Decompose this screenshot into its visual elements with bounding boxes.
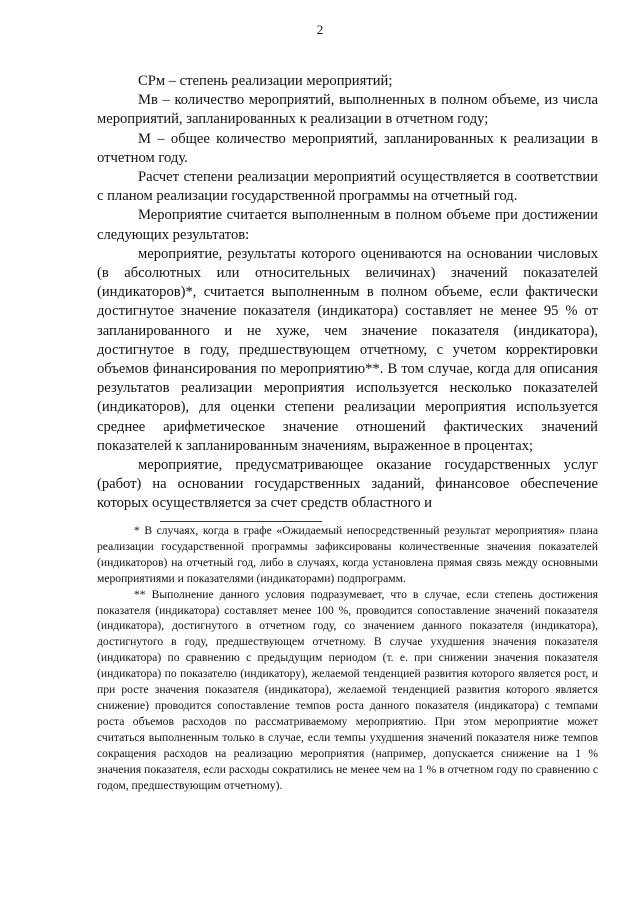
footnote-single-asterisk: * В случаях, когда в графе «Ожидаемый непосредственный результат мероприятия» плана реализации государственной программы зафиксированы количественные значения показателей (индикаторов) на отчетный год, либо в случаях, когда установлена прямая связь между основными мероприятиями и показателями (индикаторами) подпрограмм. bbox=[97, 524, 598, 585]
document-body bbox=[97, 72, 598, 514]
definition-m: М – общее количество мероприятий, запланированных к реализации в отчетном году. bbox=[97, 130, 598, 166]
footnote-double-asterisk: ** Выполнение данного условия подразумевает, что в случае, если степень достижения показателя (индикатора) составляет менее 100 %, проводится сопоставление значений показателя (индикатора), достигнутого в отчетном году, со значением данного показателя (индикатора), достигнутого в году, предшествующем отчетному. В случае ухудшения значения показателя (индикатора) по сравнению с предыдущим периодом (т. е. при снижении значения показателя (индикатора) по показателю (индикатору), желаемой тенденцией развития которого является рост, и при росте значения показателя (индикатора), желаемой тенденцией развития которого является снижение) проводится сопоставление темпов роста данного показателя (индикатора) с темпами роста объемов расходов по рассматриваемому мероприятию. При этом мероприятие может считаться выполненным только в случае, если темпы ухудшения значений показателя ниже темпов сокращения расходов на реализацию мероприятия (например, допускается снижение на 1 % значения показателя, если расходы сократились не менее чем на 1 % в отчетном году по сравнению с годом, предшествующим отчетному). bbox=[97, 587, 598, 792]
paragraph-state-services: мероприятие, предусматривающее оказание государственных услуг (работ) на основании государственных заданий, финансовое обеспечение которых осуществляется за счет средств областного и bbox=[97, 457, 598, 512]
footnotes bbox=[97, 523, 598, 793]
definition-srm: СРм – степень реализации мероприятий; bbox=[138, 73, 393, 89]
page-number: 2 bbox=[316, 22, 324, 37]
paragraph-criteria-intro: Мероприятие считается выполненным в полном объеме при достижении следующих результатов: bbox=[97, 207, 598, 243]
paragraph-numeric-results: мероприятие, результаты которого оцениваются на основании числовых (в абсолютных или относительных величинах) значений показателей (индикаторов)*, считается выполненным в полном объеме, если фактически достигнутое значение показателя (индикатора) составляет не менее 95 % от запланированного и не хуже, чем значение показателя (индикатора), достигнутое в году, предшествующем отчетному, с учетом корректировки объемов финансирования по мероприятию**. В том случае, когда для описания результатов реализации мероприятия используется несколько показателей (индикаторов), для оценки степени реализации мероприятия используется среднее арифметическое значение отношений фактических значений показателей к запланированным значениям, выраженное в процентах; bbox=[97, 245, 598, 454]
footnote-divider bbox=[160, 521, 322, 522]
definition-mv: Мв – количество мероприятий, выполненных в полном объеме, из числа мероприятий, запланированных к реализации в отчетном году; bbox=[97, 92, 598, 128]
paragraph-calculation: Расчет степени реализации мероприятий осуществляется в соответствии с планом реализации государственной программы на отчетный год. bbox=[97, 169, 598, 205]
